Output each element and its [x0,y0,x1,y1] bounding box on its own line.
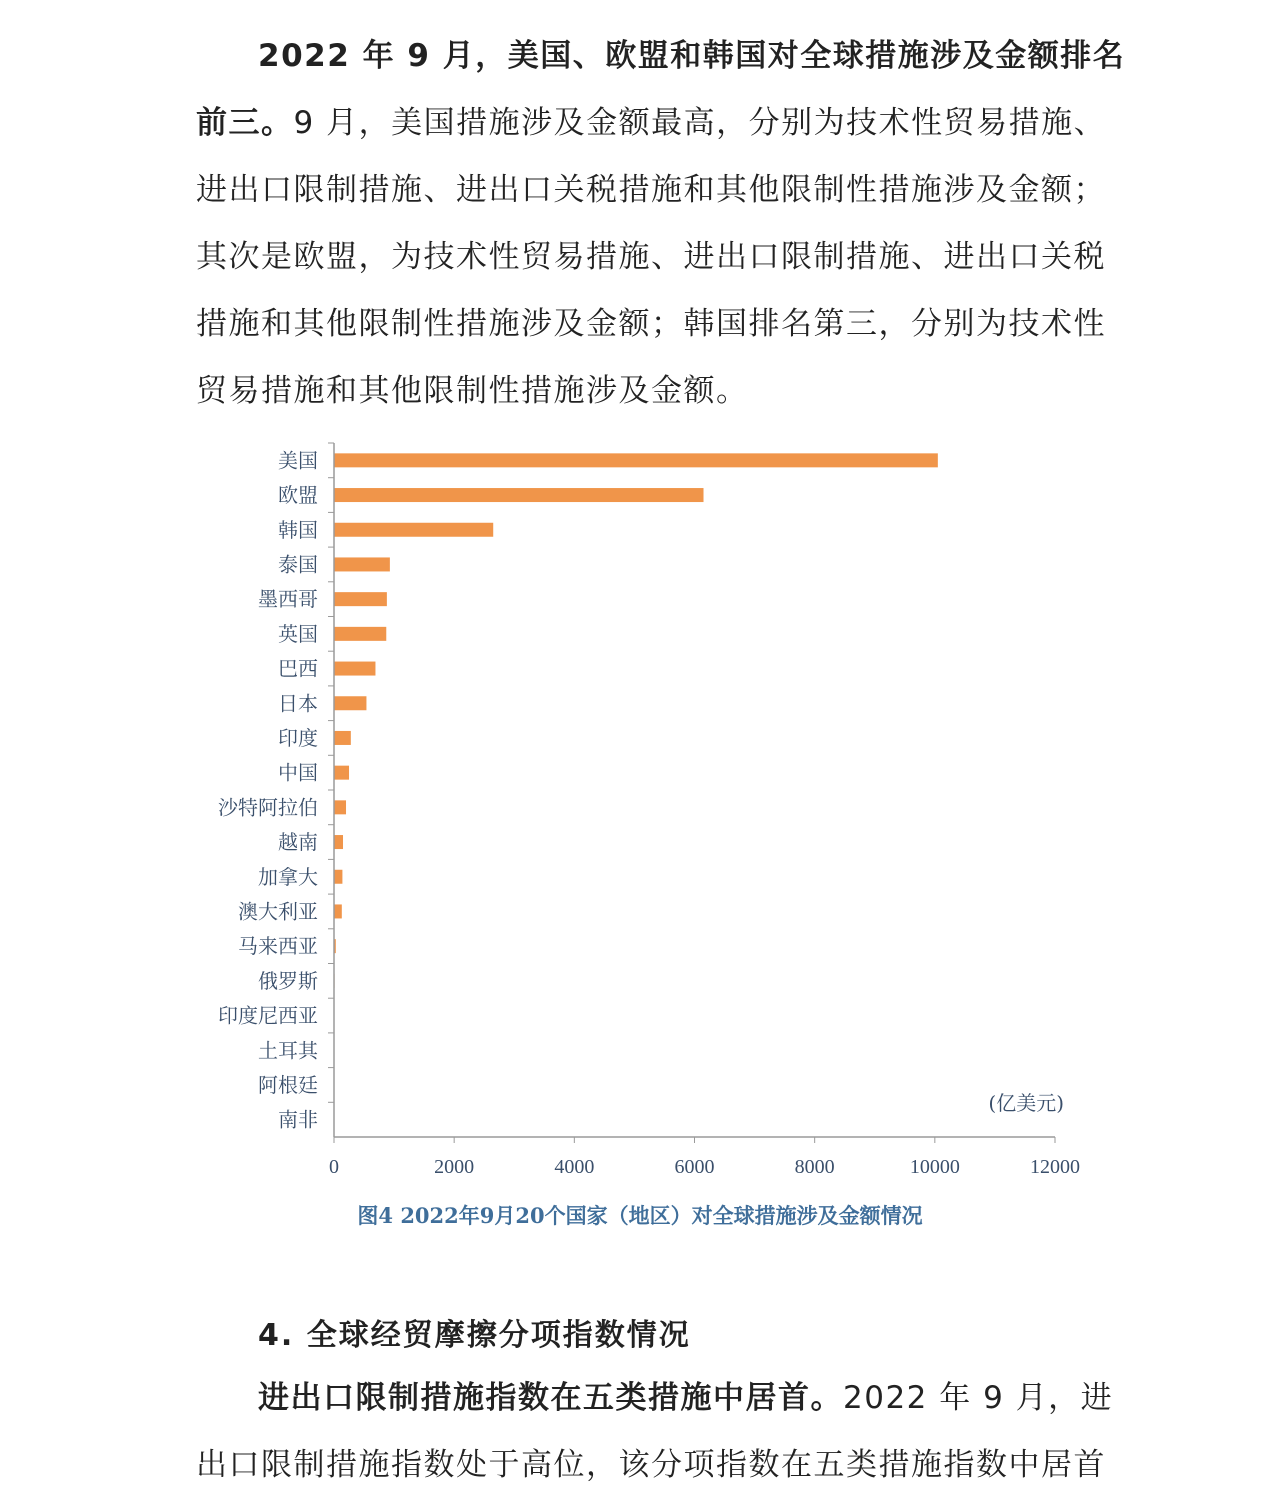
x-tick-label: 0 [329,1156,339,1178]
bar [334,870,342,884]
category-label: 英国 [278,621,318,646]
line-text: 贸易措施和其他限制性措施涉及金额。 [196,373,749,409]
category-label: 印度尼西亚 [218,1003,318,1028]
category-label: 韩国 [278,517,318,542]
x-tick-label: 4000 [554,1156,595,1178]
figure-caption: 图4 2022年9月20个国家（地区）对全球措施涉及金额情况 [357,1203,923,1228]
bar [334,731,351,745]
bar [334,662,375,676]
section-heading: 4. 全球经贸摩擦分项指数情况 [258,1318,691,1353]
axes [328,443,1080,1178]
x-tick-label: 10000 [909,1156,960,1178]
paragraph-line [196,1445,1106,1485]
x-tick-label: 2000 [434,1156,475,1178]
line-text: 措施和其他限制性措施涉及金额；韩国排名第三，分别为技术性 [196,306,1106,342]
paragraph-line [258,1378,1114,1418]
bar [334,557,390,571]
bar [334,453,938,467]
bold-lead: 2022 年 9 月，美国、欧盟和韩国对全球措施涉及金额排名 [258,38,1126,74]
category-label: 俄罗斯 [258,968,318,993]
category-label: 巴西 [278,656,318,681]
line-text: 9 月，美国措施涉及金额最高，分别为技术性贸易措施、 [293,105,1107,141]
bar [334,696,366,710]
category-label: 墨西哥 [258,587,318,612]
x-tick-label: 8000 [794,1156,835,1178]
bar [334,523,493,537]
line-text: 进出口限制措施、进出口关税措施和其他限制性措施涉及金额； [196,172,1106,208]
bold-lead: 前三。 [196,105,294,141]
bar [334,766,349,780]
bar [334,835,343,849]
bar [334,592,387,606]
category-label: 马来西亚 [238,934,318,959]
bar [334,904,342,918]
category-labels [218,448,319,1131]
section-paragraph [196,1378,1114,1498]
x-tick-label: 12000 [1030,1156,1080,1178]
category-label: 日本 [278,691,318,716]
category-label: 欧盟 [278,483,318,508]
bars [334,453,938,1126]
category-label: 中国 [278,760,318,785]
unit-label: (亿美元) [988,1091,1064,1115]
category-label: 加拿大 [258,864,318,889]
category-label: 印度 [278,725,318,750]
x-tick-label: 6000 [674,1156,715,1178]
bold-lead: 进出口限制措施指数在五类措施中居首。 [258,1380,843,1416]
category-label: 越南 [278,830,318,855]
category-label: 南非 [278,1107,318,1132]
line-text: 出口限制措施指数处于高位，该分项指数在五类措施指数中居首 [196,1447,1106,1483]
category-label: 阿根廷 [258,1072,318,1097]
category-label: 泰国 [278,552,318,577]
category-label: 澳大利亚 [238,899,318,924]
bar [334,627,386,641]
category-label: 美国 [278,448,318,473]
bar [334,488,704,502]
category-label: 土耳其 [258,1038,318,1063]
bar [334,800,346,814]
line-text: 2022 年 9 月，进 [843,1380,1114,1416]
line-text: 其次是欧盟，为技术性贸易措施、进出口限制措施、进出口关税 [196,239,1106,275]
category-label: 沙特阿拉伯 [218,795,318,820]
